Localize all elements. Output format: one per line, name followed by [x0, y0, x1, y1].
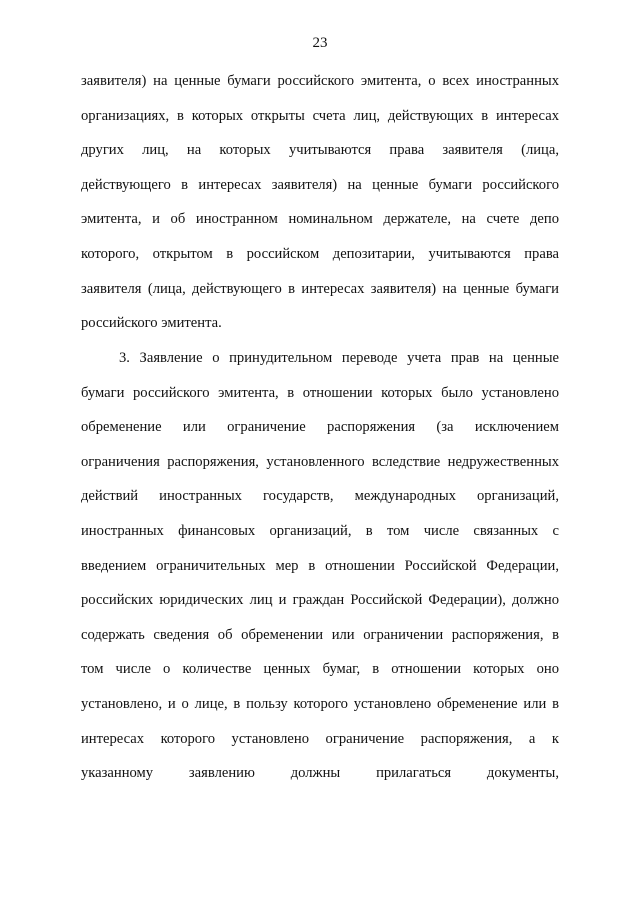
text-line: заявителя (лица, действующего в интересах заявителя) на ценные бумаги [81, 280, 559, 297]
text-line: обременение или ограничение распоряжения (за исключением [81, 419, 559, 436]
text-line: иностранных финансовых организаций, в том числе связанных с [81, 522, 559, 539]
text-line: организациях, в которых открыты счета лиц, действующих в интересах [81, 107, 559, 124]
text-line: том числе о количестве ценных бумаг, в отношении которых оно [81, 661, 559, 678]
paragraph-2 [81, 349, 559, 799]
page-number: 23 [312, 35, 328, 51]
text-line: действий иностранных государств, международных организаций, [81, 488, 559, 505]
text-line: действующего в интересах заявителя) на ценные бумаги российского [81, 176, 559, 193]
paragraph-1 [81, 72, 559, 349]
text-line: ограничения распоряжения, установленного вследствие недружественных [81, 453, 559, 470]
text-line: заявителя) на ценные бумаги российского эмитента, о всех иностранных [81, 73, 559, 89]
text-line: содержать сведения об обременении или ограничении распоряжения, в [81, 626, 559, 643]
text-line: которого, открытом в российском депозитарии, учитываются права [81, 245, 559, 262]
text-line: указанному заявлению должны прилагаться документы, [81, 765, 559, 782]
text-line: введением ограничительных мер в отношении Российской Федерации, [81, 557, 559, 574]
text-line: российского эмитента. [81, 315, 222, 332]
text-line: российских юридических лиц и граждан Российской Федерации), должно [81, 592, 559, 609]
text-line: других лиц, на которых учитываются права заявителя (лица, [81, 142, 559, 159]
text-line: установлено, и о лице, в пользу которого установлено обременение или в [81, 695, 559, 712]
text-line: интересах которого установлено ограничение распоряжения, а к [81, 730, 559, 747]
text-line: эмитента, и об иностранном номинальном держателе, на счете депо [81, 211, 559, 228]
text-line: 3. Заявление о принудительном переводе учета прав на ценные [119, 350, 559, 366]
text-line: бумаги российского эмитента, в отношении которых было установлено [81, 384, 559, 401]
